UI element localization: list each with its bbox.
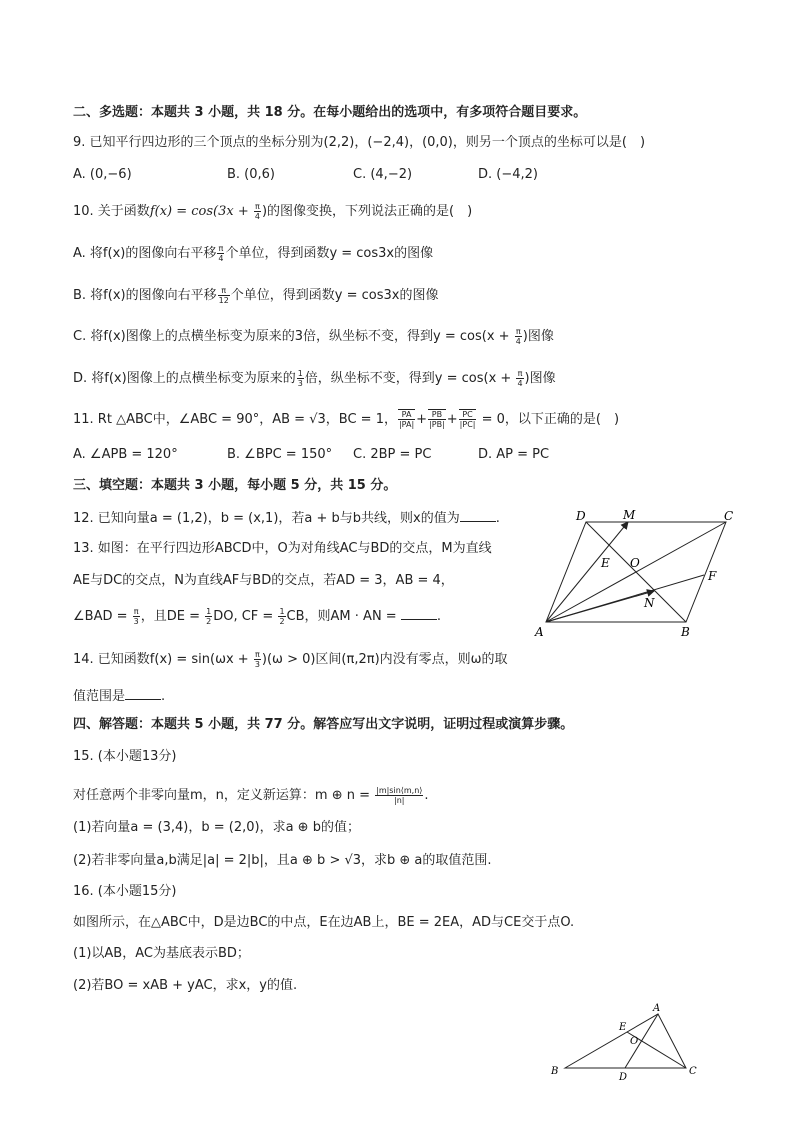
q10-option-d: D. 将f(x)图像上的点横坐标变为原来的 $\frac{1}{3}$ 倍，纵坐标不变，得到y = cos(x + $\frac{\pi}{4}$ )图像: [73, 369, 556, 388]
section-3-header: 三、填空题：本题共 3 小题，每小题 5 分，共 15 分。: [73, 478, 397, 493]
fig16-label-o: O: [630, 1036, 639, 1047]
q12-stem: 12. 已知向量a = (1,2)，b = (x,1)，若a + b与b共线，则x的值为 .: [73, 511, 500, 526]
q10-stem: 10. 关于函数f(x) = cos(3x + $\frac{\pi}{4}$ )的图像变换，下列说法正确的是( ): [73, 202, 473, 221]
fig13-label-c: C: [724, 509, 734, 523]
fig13-label-f: F: [708, 569, 717, 583]
fig16-label-d: D: [619, 1072, 628, 1083]
q9-stem: 9. 已知平行四边形的三个顶点的坐标分别为(2,2)，(−2,4)，(0,0)，则另一个顶点的坐标可以是( ): [73, 135, 646, 150]
fig13-label-b: B: [681, 625, 690, 639]
fig16-label-b: B: [551, 1066, 559, 1077]
q9-option-b: B. (0,6): [227, 167, 276, 182]
q14-answer-blank[interactable]: [125, 687, 161, 700]
fig16-label-e: E: [619, 1022, 627, 1033]
q11-option-a: A. ∠APB = 120°: [73, 447, 178, 462]
fig13-label-a: A: [535, 625, 544, 639]
q9-option-c: C. (4,−2): [353, 167, 413, 182]
fig16-label-c: C: [689, 1066, 697, 1077]
q16-part-2: (2)若BO = xAB + yAC，求x，y的值.: [73, 978, 298, 993]
q13-line-2: AE与DC的交点，N为直线AF与BD的交点，若AD = 3，AB = 4，: [73, 573, 454, 588]
q9-option-d: D. (−4,2): [478, 167, 538, 182]
q16-part-1: (1)以AB，AC为基底表示BD；: [73, 946, 250, 961]
q13-line-1: 13. 如图：在平行四边形ABCD中，O为对角线AC与BD的交点，M为直线: [73, 541, 492, 556]
q12-answer-blank[interactable]: [460, 509, 496, 522]
q10-option-a: A. 将f(x)的图像向右平移 $\frac{\pi}{4}$ 个单位，得到函数y = cos3x的图像: [73, 244, 434, 263]
q16-title: 16. (本小题15分): [73, 884, 177, 899]
q11-stem: 11. Rt △ABC中，∠ABC = 90°，AB = √3，BC = 1， $\frac{PA}{|PA|}$ + $\frac{PB}{|PB|}$ + $\frac{PC}{|PC|}$ = 0，以下正确的是( ): [73, 410, 620, 429]
fig16-label-a: A: [653, 1003, 661, 1014]
q15-part-2: (2)若非零向量a,b满足|a| = 2|b|，且a ⊕ b > √3，求b ⊕ a的取值范围.: [73, 853, 492, 868]
fig13-label-e: E: [601, 556, 610, 570]
q11-option-b: B. ∠BPC = 150°: [227, 447, 333, 462]
section-4-header: 四、解答题：本题共 5 小题，共 77 分。解答应写出文字说明，证明过程或演算步骤。: [73, 717, 574, 732]
q10-option-c: C. 将f(x)图像上的点横坐标变为原来的3倍，纵坐标不变，得到y = cos(x + $\frac{\pi}{4}$ )图像: [73, 327, 554, 346]
q13-line-3: ∠BAD = $\frac{\pi}{3}$ ，且DE = $\frac{1}{2}$ DO, CF = $\frac{1}{2}$ CB，则AM · AN = .: [73, 607, 441, 626]
fig13-label-d: D: [576, 509, 586, 523]
q16-stem: 如图所示，在△ABC中，D是边BC的中点，E在边AB上，BE = 2EA，AD与CE交于点O.: [73, 915, 575, 930]
q10-option-b: B. 将f(x)的图像向右平移 $\frac{\pi}{12}$ 个单位，得到函数y = cos3x的图像: [73, 286, 439, 305]
q15-title: 15. (本小题13分): [73, 749, 177, 764]
q11-option-c: C. 2BP = PC: [353, 447, 432, 462]
q15-definition: 对任意两个非零向量m，n，定义新运算：m ⊕ n = $\frac{|m|\sin⟨m,n⟩}{|n|}$ .: [73, 786, 429, 805]
section-2-header: 二、多选题：本题共 3 小题，共 18 分。在每小题给出的选项中，有多项符合题目要求。: [73, 105, 587, 120]
q14-line-2: 值范围是 .: [73, 689, 166, 704]
q15-part-1: (1)若向量a = (3,4)，b = (2,0)，求a ⊕ b的值；: [73, 820, 360, 835]
fig13-label-m: M: [623, 508, 636, 522]
fig13-label-o: O: [630, 556, 640, 570]
q11-option-d: D. AP = PC: [478, 447, 550, 462]
q16-triangle-figure: [545, 1000, 710, 1085]
fig13-label-n: N: [644, 596, 655, 610]
q9-option-a: A. (0,−6): [73, 167, 132, 182]
q13-parallelogram-figure: [530, 505, 745, 640]
q14-line-1: 14. 已知函数f(x) = sin(ωx + $\frac{\pi}{3}$ )(ω > 0)区间(π,2π)内没有零点，则ω的取: [73, 650, 508, 669]
q13-answer-blank[interactable]: [401, 607, 437, 620]
